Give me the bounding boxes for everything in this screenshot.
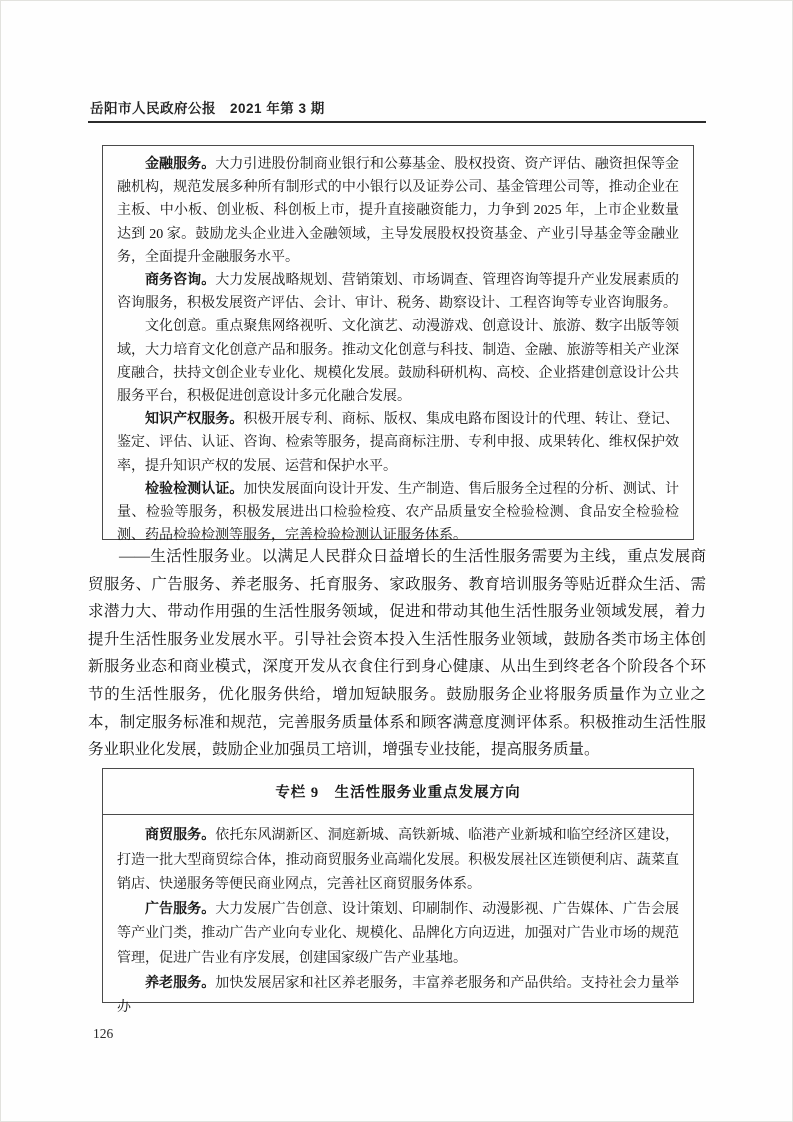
paragraph-text: 重点聚焦网络视听、文化演艺、动漫游戏、创意设计、旅游、数字出版等领域，大力培育文化创意产品和服务。推动文化创意与科技、制造、金融、旅游等相关产业深度融合，扶持文创企业专业化、规模化发展。鼓励科研机构、高校、企业搭建创意设计公共服务平台，积极促进创意设计多元化融合发展。 [117, 319, 680, 405]
gazette-header-title: 岳阳市人民政府公报 2021 年第 3 期 [90, 101, 325, 116]
paragraph-lead: 商贸服务。 [145, 828, 216, 843]
paragraph-lead: 金融服务。 [145, 157, 216, 172]
advertising-services-paragraph [117, 898, 679, 972]
special-column-9-box [102, 768, 694, 1016]
paragraph-text: 加快发展居家和社区养老服务，丰富养老服务和产品供给。支持社会力量举办 [117, 975, 680, 1016]
paragraph-lead: 商务咨询。 [145, 273, 216, 289]
paragraph-text: 大力引进股份制商业银行和公募基金、股权投资、资产评估、融资担保等金融机构，规范发展多种所有制形式的中小银行以及证券公司、基金管理公司等，推动企业在主板、中小板、创业板、科创板上市，提升直接融资能力，力争到 2025 年，上市企业数量达到 20 家。鼓励龙头企业进入金融领域，主导发展股权投资基金、产业引导基金等金融业务，全面提升金融服务水平。 [117, 157, 680, 265]
paragraph-text: 依托东风湖新区、洞庭新城、高铁新城、临港产业新城和临空经济区建设，打造一批大型商贸综合体，推动商贸服务业高端化发展。积极发展社区连锁便利店、蔬菜直销店、快递服务等便民商业网点，完善社区商贸服务体系。 [117, 828, 680, 893]
page-number: 126 [93, 1026, 114, 1041]
column-9-title-row [103, 769, 693, 815]
special-column-box-continued [102, 145, 694, 544]
paragraph-text: 积极开展专利、商标、版权、集成电路布图设计的代理、转让、登记、鉴定、评估、认证、咨询、检索等服务，提高商标注册、专利申报、成果转化、维权保护效率，提升知识产权的发展、运营和保护水平。 [117, 412, 680, 474]
column-9-title: 专栏 9 生活性服务业重点发展方向 [275, 785, 521, 801]
paragraph-lead: 检验检测认证。 [145, 481, 244, 497]
paragraph-lead: 养老服务。 [145, 975, 216, 991]
business-consulting-paragraph [117, 269, 679, 315]
paragraph-lead: 广告服务。 [145, 901, 216, 917]
elderly-care-paragraph [117, 972, 679, 1021]
life-services-body-paragraph: ——生活性服务业。以满足人民群众日益增长的生活性服务需要为主线，重点发展商贸服务、广告服务、养老服务、托育服务、家政服务、教育培训服务等贴近群众生活、需求潜力大、带动作用强的生活性服务领域，促进和带动其他生活性服务业领域发展，着力提升生活性服务业发展水平。引导社会资本投入生活性服务业领域，鼓励各类市场主体创新服务业态和商业模式，深度开发从衣食住行到身心健康、从出生到终老各个阶段各个环节的生活性服务，优化服务供给，增加短缺服务。鼓励服务企业将服务质量作为立业之本，制定服务标准和规范，完善服务质量体系和顾客满意度测评体系。积极推动生活性服务业职业化发展，鼓励企业加强员工培训，增强专业技能，提高服务质量。 [88, 548, 706, 759]
paragraph-text: 大力发展广告创意、设计策划、印刷制作、动漫影视、广告媒体、广告会展等产业门类，推动广告产业向专业化、规模化、品牌化方向迈进，加强对广告业市场的规范管理，促进广告业有序发展，创建国家级广告产业基地。 [117, 901, 680, 966]
paragraph-lead: 知识产权服务。 [145, 412, 244, 428]
paragraph-text: 大力发展战略规划、营销策划、市场调查、管理咨询等提升产业发展素质的咨询服务，积极发展资产评估、会计、审计、税务、勘察设计、工程咨询等专业咨询服务。 [117, 273, 680, 312]
trade-services-paragraph [117, 824, 679, 898]
finance-services-paragraph [117, 153, 679, 269]
cultural-creativity-paragraph [117, 315, 679, 408]
header-rule [88, 121, 706, 123]
inspection-certification-paragraph [117, 478, 679, 548]
paragraph-lead: 文化创意。 [145, 319, 216, 335]
paragraph-text: 加快发展面向设计开发、生产制造、售后服务全过程的分析、测试、计量、检验等服务，积极发展进出口检验检疫、农产品质量安全检验检测、食品安全检验检测、药品检验检测等服务，完善检验检测认证服务体系。 [117, 481, 680, 544]
intellectual-property-paragraph [117, 408, 679, 478]
column-9-body [103, 815, 693, 1021]
